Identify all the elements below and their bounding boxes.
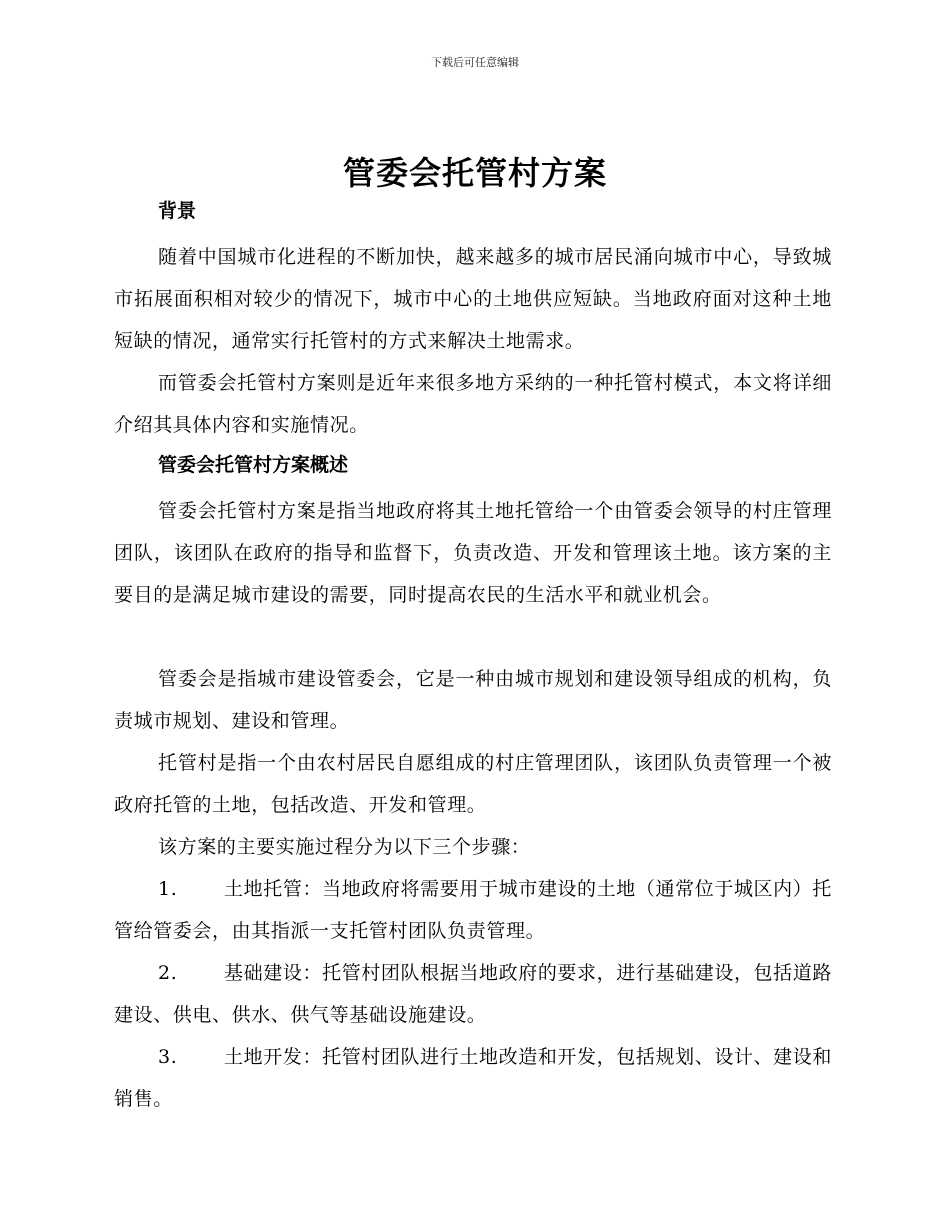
overview-section-4	[114, 826, 832, 868]
paragraph-overview-1: 管委会托管村方案是指当地政府将其土地托管给一个由管委会领导的村庄管理团队，该团队在政府的指导和监督下，负责改造、开发和管理该土地。该方案的主要目的是满足城市建设的需要，同时提高农民的生活水平和就业机会。	[114, 500, 832, 606]
list-item	[114, 868, 832, 952]
background-section-2	[114, 362, 832, 446]
step-text: 基础建设：托管村团队根据当地政府的要求，进行基础建设，包括道路建设、供电、供水、供气等基础设施建设。	[114, 962, 832, 1026]
step-3	[114, 1036, 832, 1120]
step-number: 2.	[158, 962, 178, 984]
list-item	[114, 1036, 832, 1120]
list-item	[114, 952, 832, 1036]
overview-section-1	[114, 490, 832, 616]
step-text: 土地托管：当地政府将需要用于城市建设的土地（通常位于城区内）托管给管委会，由其指派一支托管村团队负责管理。	[114, 878, 832, 942]
step-text: 土地开发：托管村团队进行土地改造和开发，包括规划、设计、建设和销售。	[114, 1046, 832, 1110]
paragraph-overview-2: 管委会是指城市建设管委会，它是一种由城市规划和建设领导组成的机构，负责城市规划、建设和管理。	[114, 668, 832, 732]
step-number: 1.	[158, 878, 178, 900]
overview-section-2	[114, 658, 832, 742]
section-heading-background: 背景	[158, 200, 197, 222]
background-section	[114, 236, 832, 362]
overview-section-3	[114, 742, 832, 826]
header-note: 下载后可任意编辑	[431, 56, 519, 69]
paragraph-background-1: 随着中国城市化进程的不断加快，越来越多的城市居民涌向城市中心，导致城市拓展面积相对较少的情况下，城市中心的土地供应短缺。当地政府面对这种土地短缺的情况，通常实行托管村的方式来解决土地需求。	[114, 246, 832, 352]
paragraph-overview-4: 该方案的主要实施过程分为以下三个步骤：	[158, 836, 531, 858]
step-number: 3.	[158, 1046, 178, 1068]
paragraph-overview-3: 托管村是指一个由农村居民自愿组成的村庄管理团队，该团队负责管理一个被政府托管的土地，包括改造、开发和管理。	[114, 752, 832, 816]
document-title: 管委会托管村方案	[342, 154, 607, 192]
step-2	[114, 952, 832, 1036]
section-heading-overview: 管委会托管村方案概述	[158, 454, 349, 476]
paragraph-background-2: 而管委会托管村方案则是近年来很多地方采纳的一种托管村模式，本文将详细介绍其具体内容和实施情况。	[114, 372, 832, 436]
step-1	[114, 868, 832, 952]
